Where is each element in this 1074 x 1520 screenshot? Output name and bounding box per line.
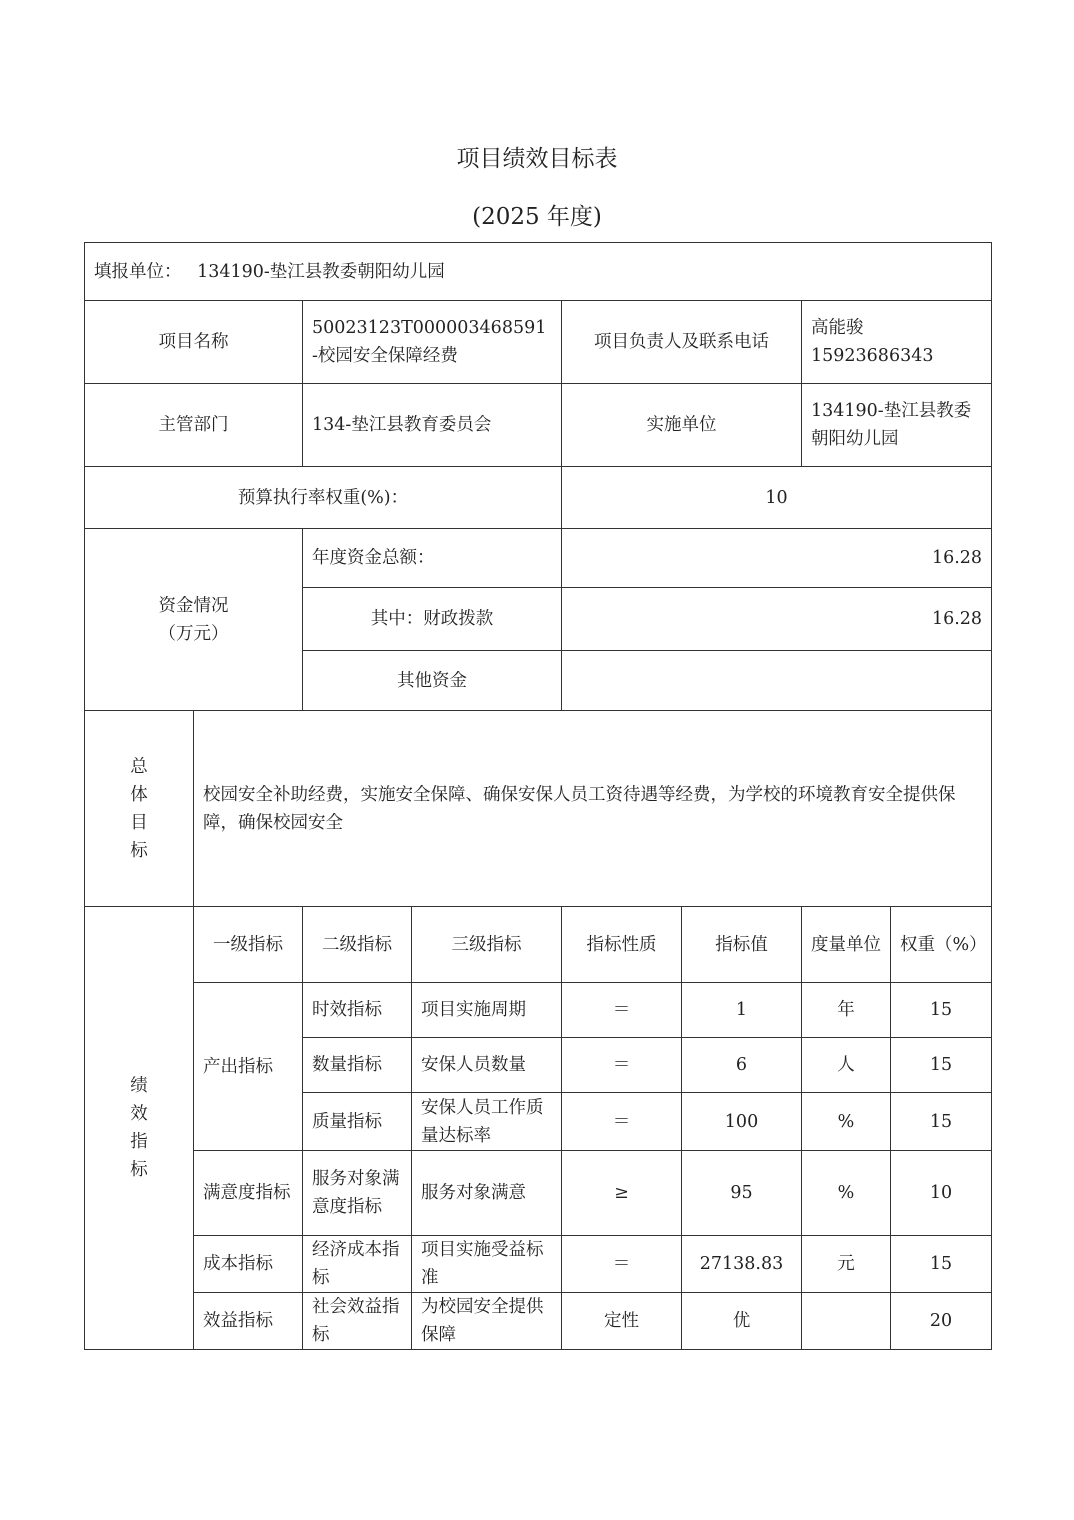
row-nature: ＝ xyxy=(562,1038,682,1093)
indicator-section-char: 标 xyxy=(130,1160,148,1180)
page-subtitle-year: (2025 年度) xyxy=(472,204,602,230)
row-value: 100 xyxy=(682,1093,802,1151)
fill-unit-label: 填报单位： xyxy=(94,261,182,282)
indicator-section-char: 效 xyxy=(130,1104,148,1124)
dept-value: 134-垫江县教育委员会 xyxy=(303,384,562,467)
impl-unit-value: 134190-垫江县教委朝阳幼儿园 xyxy=(802,384,992,467)
page-title: 项目绩效目标表 xyxy=(456,146,618,172)
header-level2: 二级指标 xyxy=(303,907,412,983)
overall-goal-char: 标 xyxy=(130,840,148,861)
budget-weight-row xyxy=(85,467,992,529)
funds-label-line1: 资金情况 xyxy=(158,595,229,616)
indicator-section-char: 绩 xyxy=(130,1076,148,1096)
header-level1: 一级指标 xyxy=(194,907,303,983)
indicator-section-char: 指 xyxy=(130,1132,148,1152)
table-row xyxy=(85,1151,992,1236)
row-unit xyxy=(802,1293,891,1350)
overall-goal-char: 体 xyxy=(130,784,148,805)
impl-unit-label: 实施单位 xyxy=(562,384,802,467)
fill-unit-cell xyxy=(85,243,992,301)
funds-label-line2: （万元） xyxy=(158,623,229,644)
row-unit: 人 xyxy=(802,1038,891,1093)
budget-weight-label: 预算执行率权重(%)： xyxy=(85,467,562,529)
row-level2: 社会效益指标 xyxy=(303,1293,412,1350)
row-level2: 经济成本指标 xyxy=(303,1236,412,1293)
row-level2: 时效指标 xyxy=(303,983,412,1038)
group-cost: 成本指标 xyxy=(194,1236,303,1293)
row-level3: 安保人员数量 xyxy=(412,1038,562,1093)
funds-total-label: 年度资金总额： xyxy=(303,529,562,588)
row-level3: 项目实施周期 xyxy=(412,983,562,1038)
row-level3: 安保人员工作质量达标率 xyxy=(412,1093,562,1151)
funds-other-label: 其他资金 xyxy=(303,651,562,711)
row-weight: 15 xyxy=(891,983,992,1038)
row-level3: 服务对象满意 xyxy=(412,1151,562,1236)
row-value: 27138.83 xyxy=(682,1236,802,1293)
row-nature: 定性 xyxy=(562,1293,682,1350)
row-nature: ≥ xyxy=(562,1151,682,1236)
row-weight: 10 xyxy=(891,1151,992,1236)
project-leader-phone: 15923686343 xyxy=(811,346,934,366)
project-name-value: 50023123T000003468591-校园安全保障经费 xyxy=(303,301,562,384)
row-weight: 15 xyxy=(891,1236,992,1293)
project-name-row xyxy=(85,301,992,384)
fill-unit-row xyxy=(85,243,992,301)
table-row xyxy=(85,1293,992,1350)
overall-goal-label xyxy=(85,711,194,907)
row-nature: ＝ xyxy=(562,1093,682,1151)
row-unit: 元 xyxy=(802,1236,891,1293)
dept-label: 主管部门 xyxy=(85,384,303,467)
performance-target-table xyxy=(84,242,992,1350)
row-level2: 质量指标 xyxy=(303,1093,412,1151)
project-name-label: 项目名称 xyxy=(85,301,303,384)
indicator-section-label xyxy=(85,907,194,1350)
department-row xyxy=(85,384,992,467)
table-row xyxy=(85,1236,992,1293)
funds-other-value xyxy=(562,651,992,711)
header-value: 指标值 xyxy=(682,907,802,983)
funds-total-row xyxy=(85,529,992,588)
row-unit: % xyxy=(802,1151,891,1236)
row-weight: 20 xyxy=(891,1293,992,1350)
header-weight: 权重（%） xyxy=(891,907,992,983)
overall-goal-char: 目 xyxy=(130,812,148,833)
funds-label xyxy=(85,529,303,711)
budget-weight-value: 10 xyxy=(562,467,992,529)
row-unit: % xyxy=(802,1093,891,1151)
row-value: 优 xyxy=(682,1293,802,1350)
funds-total-value: 16.28 xyxy=(562,529,992,588)
row-value: 95 xyxy=(682,1151,802,1236)
row-level2: 服务对象满意度指标 xyxy=(303,1151,412,1236)
funds-fiscal-value: 16.28 xyxy=(562,588,992,651)
row-nature: ＝ xyxy=(562,983,682,1038)
row-value: 6 xyxy=(682,1038,802,1093)
overall-goal-char: 总 xyxy=(130,756,148,777)
header-unit: 度量单位 xyxy=(802,907,891,983)
fill-unit-value: 134190-垫江县教委朝阳幼儿园 xyxy=(197,261,445,282)
header-level3: 三级指标 xyxy=(412,907,562,983)
header-nature: 指标性质 xyxy=(562,907,682,983)
row-value: 1 xyxy=(682,983,802,1038)
row-nature: ＝ xyxy=(562,1236,682,1293)
overall-goal-text: 校园安全补助经费，实施安全保障、确保安保人员工资待遇等经费，为学校的环境教育安全提供保障，确保校园安全 xyxy=(194,711,992,907)
row-weight: 15 xyxy=(891,1093,992,1151)
row-weight: 15 xyxy=(891,1038,992,1093)
project-leader-name: 高能骏 xyxy=(811,318,864,338)
group-benefit: 效益指标 xyxy=(194,1293,303,1350)
project-leader-cell xyxy=(802,301,992,384)
indicator-header-row xyxy=(85,907,992,983)
funds-fiscal-label: 其中：财政拨款 xyxy=(303,588,562,651)
project-leader-label: 项目负责人及联系电话 xyxy=(562,301,802,384)
group-satisfaction: 满意度指标 xyxy=(194,1151,303,1236)
overall-goal-row xyxy=(85,711,992,907)
row-level2: 数量指标 xyxy=(303,1038,412,1093)
row-unit: 年 xyxy=(802,983,891,1038)
row-level3: 项目实施受益标准 xyxy=(412,1236,562,1293)
table-row xyxy=(85,983,992,1038)
group-output: 产出指标 xyxy=(194,983,303,1151)
row-level3: 为校园安全提供保障 xyxy=(412,1293,562,1350)
